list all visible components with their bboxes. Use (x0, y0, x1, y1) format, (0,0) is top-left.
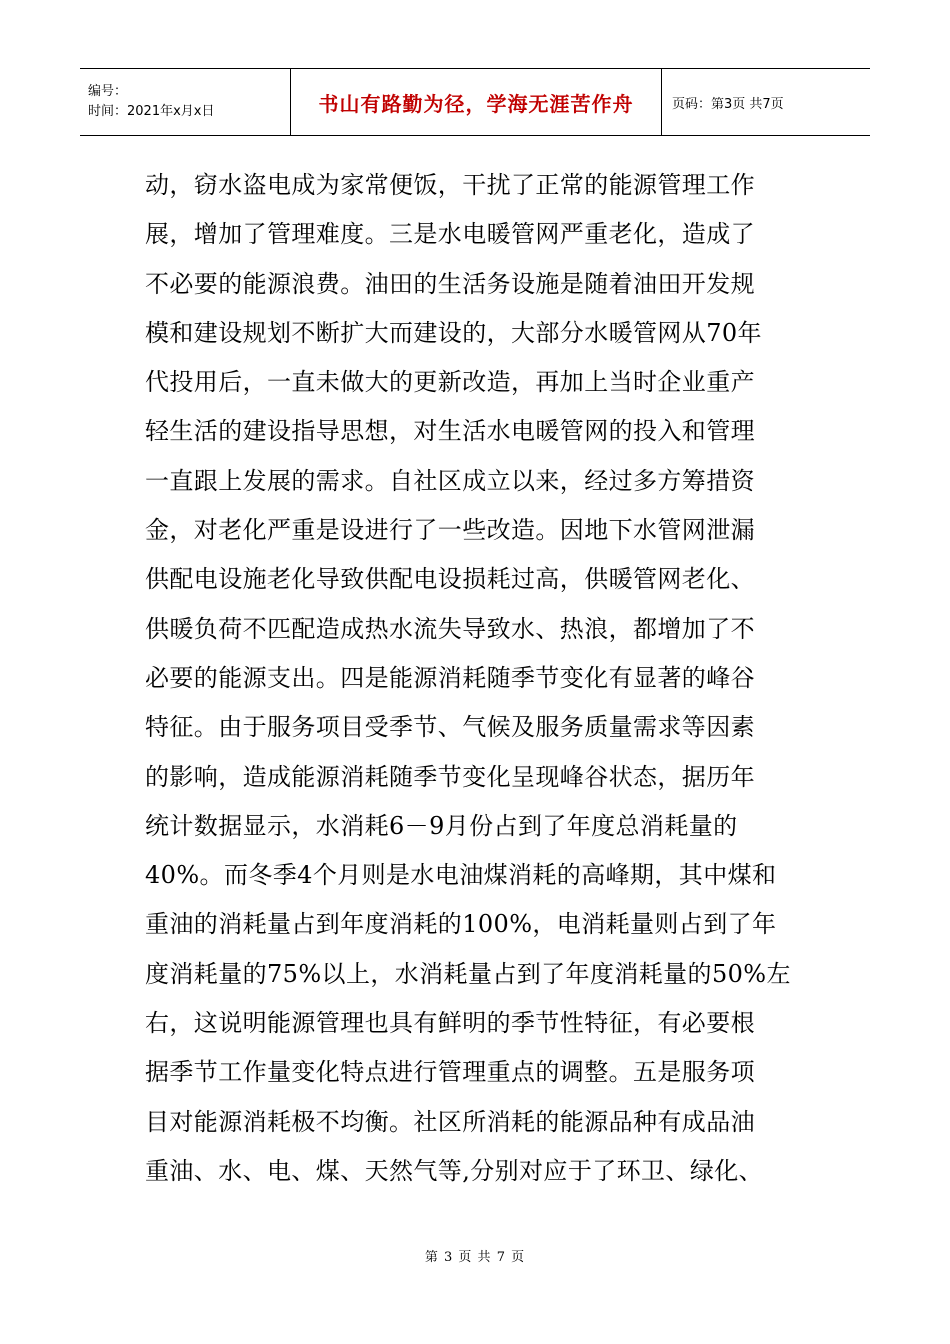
text-line: 不必要的能源浪费。油田的生活务设施是随着油田开发规 (145, 269, 755, 298)
text-line: 重油的消耗量占到年度消耗的100%，电消耗量则占到了年 (145, 910, 777, 939)
serial-label: 编号： (88, 84, 128, 99)
text-line: 的影响，造成能源消耗随季节变化呈现峰谷状态，据历年 (145, 762, 755, 791)
text-line: 重油、水、电、煤、天然气等,分别对应于了环卫、绿化、 (145, 1156, 764, 1185)
page-footer: 第 3 页 共 7 页 (424, 1250, 526, 1265)
text-line: 代投用后，一直未做大的更新改造，再加上当时企业重产 (145, 368, 755, 397)
header-motto: 书山有路勤为径，学海无涯苦作舟 (291, 69, 662, 136)
text-line: 右，这说明能源管理也具有鲜明的季节性特征，有必要根 (145, 1009, 755, 1038)
text-line: 供暖负荷不匹配造成热水流失导致水、热浪，都增加了不 (145, 614, 755, 643)
text-line: 轻生活的建设指导思想，对生活水电暖管网的投入和管理 (145, 417, 755, 446)
text-line: 必要的能源支出。四是能源消耗随季节变化有显著的峰谷 (145, 663, 755, 692)
text-line: 统计数据显示，水消耗6－9月份占到了年度总消耗量的 (145, 811, 738, 840)
text-line: 度消耗量的75%以上，水消耗量占到了年度消耗量的50%左 (145, 959, 791, 988)
text-line: 一直跟上发展的需求。自社区成立以来，经过多方筹措资 (145, 466, 755, 495)
text-line: 目对能源消耗极不均衡。社区所消耗的能源品种有成品油 (145, 1107, 755, 1136)
text-line: 40%。而冬季4个月则是水电油煤消耗的高峰期，其中煤和 (145, 861, 777, 890)
text-line: 特征。由于服务项目受季节、气候及服务质量需求等因素 (145, 713, 755, 742)
text-line: 供配电设施老化导致供配电设损耗过高，供暖管网老化、 (145, 565, 755, 594)
text-line: 据季节工作量变化特点进行管理重点的调整。五是服务项 (145, 1058, 755, 1087)
body-text (145, 161, 825, 1196)
page-header (80, 68, 870, 136)
time-label: 时间：2021年x月x日 (88, 104, 215, 119)
text-line: 展，增加了管理难度。三是水电暖管网严重老化，造成了 (145, 220, 755, 249)
header-meta (80, 69, 291, 136)
text-line: 模和建设规划不断扩大而建设的，大部分水暖管网从70年 (145, 318, 762, 347)
header-page-info: 页码：第3页 共7页 (662, 69, 871, 136)
text-line: 金，对老化严重是设进行了一些改造。因地下水管网泄漏 (145, 516, 755, 545)
text-line: 动，窃水盗电成为家常便饭，干扰了正常的能源管理工作 (145, 171, 755, 199)
